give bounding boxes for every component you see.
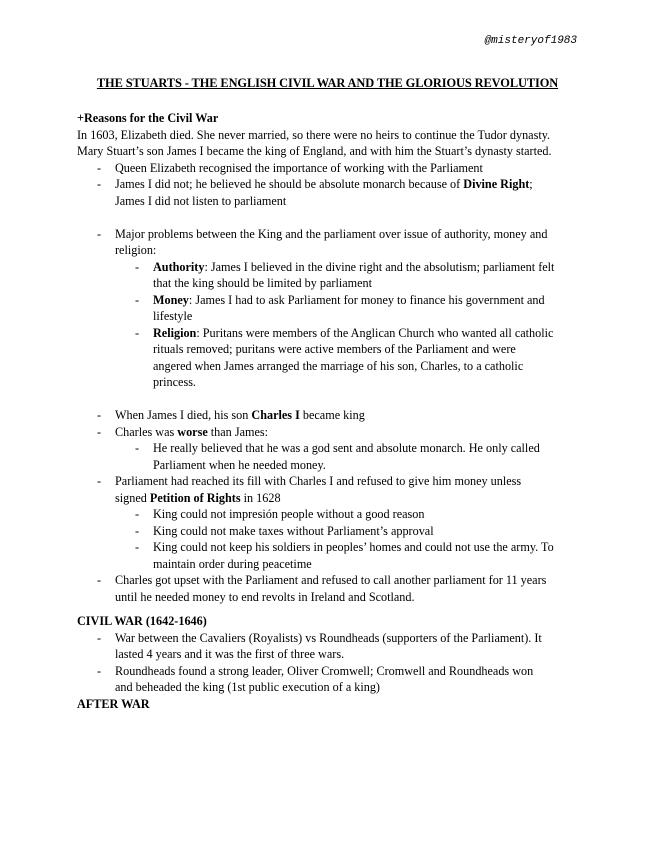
sub-list-item	[77, 259, 582, 276]
bullet-dash: -	[97, 573, 102, 587]
list-item-continuation: religion:	[115, 243, 157, 257]
list-item-continuation: until he needed money to end revolts in Ireland and Scotland.	[115, 589, 415, 604]
list-item-continuation: lifestyle	[153, 309, 193, 323]
list-item-text: James I did not; he believed he should be absolute monarch because of	[115, 177, 464, 191]
bullet-dash: -	[97, 424, 102, 439]
list-item-text: He really believed that he was a god sent and absolute monarch. He only called	[153, 441, 540, 455]
bullet-dash: -	[97, 663, 102, 678]
spacer	[77, 605, 582, 613]
document-body	[77, 110, 582, 712]
list-item-text: : James I believed in the divine right and the absolutism; parliament felt	[204, 259, 555, 274]
emphasis-text: Religion	[153, 325, 197, 340]
list-item-text: Roundheads found a strong leader, Oliver Cromwell; Cromwell and Roundheads won	[115, 663, 534, 678]
bullet-dash: -	[97, 177, 102, 191]
emphasis-text: Charles I	[251, 408, 300, 422]
bullet-dash: -	[135, 540, 140, 554]
section-heading-after-war: AFTER WAR	[77, 696, 150, 711]
list-item	[77, 572, 582, 589]
intro-line: Mary Stuart’s son James I became the king of England, and with him the Stuart’s dynasty started.	[77, 144, 552, 158]
bullet-dash: -	[135, 441, 140, 455]
emphasis-text: worse	[177, 424, 208, 439]
bullet-dash: -	[135, 259, 140, 274]
sub-list-item	[77, 325, 582, 342]
list-item-text: became king	[299, 408, 365, 422]
list-item-text: Parliament had reached its fill with Charles I and refused to give him money unless	[115, 474, 522, 488]
list-item-continuation: that the king should be limited by parliament	[153, 276, 372, 290]
list-item-continuation: maintain order during peacetime	[153, 556, 312, 571]
sub-list-item	[77, 292, 582, 309]
list-item-text: King could not make taxes without Parliament’s approval	[153, 523, 434, 538]
list-item-text: than James:	[207, 424, 268, 439]
emphasis-text: Petition of Rights	[149, 490, 241, 505]
list-item-continuation: rituals removed; puritans were active members of the Parliament and were	[153, 342, 516, 356]
list-item-text: signed	[115, 490, 150, 505]
list-item-text: in 1628	[240, 490, 281, 505]
bullet-dash: -	[135, 325, 140, 340]
bullet-dash: -	[97, 474, 102, 488]
bullet-dash: -	[135, 507, 140, 521]
list-item-text: Major problems between the King and the parliament over issue of authority, money and	[115, 226, 548, 241]
list-item	[77, 663, 582, 680]
list-item-text: Queen Elizabeth recognised the importance of working with the Parliament	[115, 160, 483, 175]
spacer	[77, 391, 582, 408]
emphasis-text: Authority	[153, 259, 205, 274]
list-item	[77, 630, 582, 647]
emphasis-text: Money	[153, 292, 189, 307]
list-item-text: : James I had to ask Parliament for money to finance his government and	[188, 292, 545, 307]
list-item	[77, 424, 582, 441]
sub-list-item	[77, 506, 582, 523]
list-item	[77, 473, 582, 490]
list-item-continuation: princess.	[153, 375, 196, 389]
bullet-dash: -	[97, 160, 102, 175]
intro-line: In 1603, Elizabeth died. She never married, so there were no heirs to continue the Tudor dynasty.	[77, 127, 551, 142]
spacer	[77, 209, 582, 226]
bullet-dash: -	[97, 226, 102, 241]
bullet-dash: -	[135, 523, 140, 538]
list-item-text: Charles got upset with the Parliament and refused to call another parliament for 11 years	[115, 573, 547, 587]
author-handle: @misteryof1983	[484, 35, 577, 47]
bullet-dash: -	[135, 292, 140, 307]
list-item	[77, 160, 582, 177]
list-item-continuation	[77, 490, 582, 507]
list-item-continuation: James I did not listen to parliament	[115, 193, 287, 208]
list-item	[77, 226, 582, 243]
list-item-text: Charles was	[115, 424, 178, 439]
section-heading-reasons: +Reasons for the Civil War	[77, 111, 219, 125]
list-item	[77, 176, 582, 193]
sub-list-item	[77, 440, 582, 457]
bullet-dash: -	[97, 630, 102, 645]
emphasis-text: Divine Right	[463, 177, 530, 191]
sub-list-item	[77, 539, 582, 556]
section-heading-civil-war: CIVIL WAR (1642-1646)	[77, 614, 207, 628]
list-item-text: When James I died, his son	[115, 408, 252, 422]
list-item-text: War between the Cavaliers (Royalists) vs Roundheads (supporters of the Parliament). It	[115, 630, 542, 645]
list-item-continuation: and beheaded the king (1st public execution of a king)	[115, 680, 380, 694]
list-item-continuation: angered when James arranged the marriage of his son, Charles, to a catholic	[153, 358, 524, 373]
document-title: THE STUARTS - THE ENGLISH CIVIL WAR AND THE GLORIOUS REVOLUTION	[96, 76, 559, 90]
list-item-continuation: lasted 4 years and it was the first of three wars.	[115, 647, 345, 661]
list-item-text: King could not keep his soldiers in peoples’ homes and could not use the army. To	[153, 540, 554, 554]
sub-list-item	[77, 523, 582, 540]
list-item-text: King could not impresión people without a good reason	[153, 507, 425, 521]
list-item	[77, 407, 582, 424]
list-item-continuation: Parliament when he needed money.	[153, 457, 326, 472]
list-item-text: : Puritans were members of the Anglican Church who wanted all catholic	[196, 325, 554, 340]
bullet-dash: -	[97, 408, 102, 422]
list-item-text: ;	[529, 177, 533, 191]
